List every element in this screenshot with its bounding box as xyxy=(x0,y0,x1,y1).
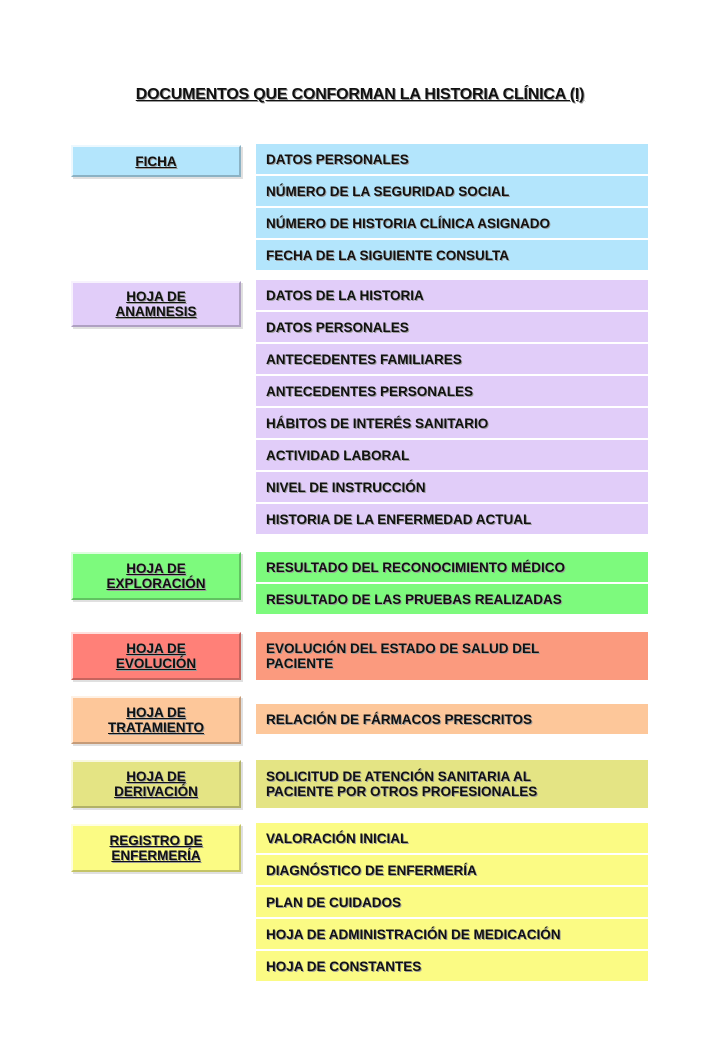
section-label: HOJA DE EVOLUCIÓN xyxy=(71,632,241,680)
document-item: HOJA DE ADMINISTRACIÓN DE MEDICACIÓN xyxy=(256,919,648,949)
document-item: NÚMERO DE HISTORIA CLÍNICA ASIGNADO xyxy=(256,208,648,238)
document-item: NIVEL DE INSTRUCCIÓN xyxy=(256,472,648,502)
document-item: EVOLUCIÓN DEL ESTADO DE SALUD DEL PACIENTE xyxy=(256,632,648,680)
section-label: HOJA DE DERIVACIÓN xyxy=(71,760,241,808)
section-label: HOJA DE ANAMNESIS xyxy=(71,281,241,327)
document-item: HÁBITOS DE INTERÉS SANITARIO xyxy=(256,408,648,438)
section-label: FICHA xyxy=(71,145,241,177)
section-label: HOJA DE TRATAMIENTO xyxy=(71,696,241,744)
page-title: DOCUMENTOS QUE CONFORMAN LA HISTORIA CLÍNICA (I) xyxy=(135,86,585,103)
document-item: ANTECEDENTES FAMILIARES xyxy=(256,344,648,374)
document-item: ANTECEDENTES PERSONALES xyxy=(256,376,648,406)
document-item: DIAGNÓSTICO DE ENFERMERÍA xyxy=(256,855,648,885)
document-item: DATOS PERSONALES xyxy=(256,144,648,174)
document-item: FECHA DE LA SIGUIENTE CONSULTA xyxy=(256,240,648,270)
section-label: REGISTRO DE ENFERMERÍA xyxy=(71,824,241,872)
document-item: VALORACIÓN INICIAL xyxy=(256,823,648,853)
document-item: NÚMERO DE LA SEGURIDAD SOCIAL xyxy=(256,176,648,206)
document-item: HISTORIA DE LA ENFERMEDAD ACTUAL xyxy=(256,504,648,534)
section-label: HOJA DE EXPLORACIÓN xyxy=(71,552,241,600)
document-item: ACTIVIDAD LABORAL xyxy=(256,440,648,470)
document-item: RELACIÓN DE FÁRMACOS PRESCRITOS xyxy=(256,704,648,734)
document-item: HOJA DE CONSTANTES xyxy=(256,951,648,981)
document-item: DATOS DE LA HISTORIA xyxy=(256,280,648,310)
document-item: DATOS PERSONALES xyxy=(256,312,648,342)
document-item: RESULTADO DE LAS PRUEBAS REALIZADAS xyxy=(256,584,648,614)
document-item: RESULTADO DEL RECONOCIMIENTO MÉDICO xyxy=(256,552,648,582)
document-item: PLAN DE CUIDADOS xyxy=(256,887,648,917)
document-item: SOLICITUD DE ATENCIÓN SANITARIA AL PACIENTE POR OTROS PROFESIONALES xyxy=(256,760,648,808)
